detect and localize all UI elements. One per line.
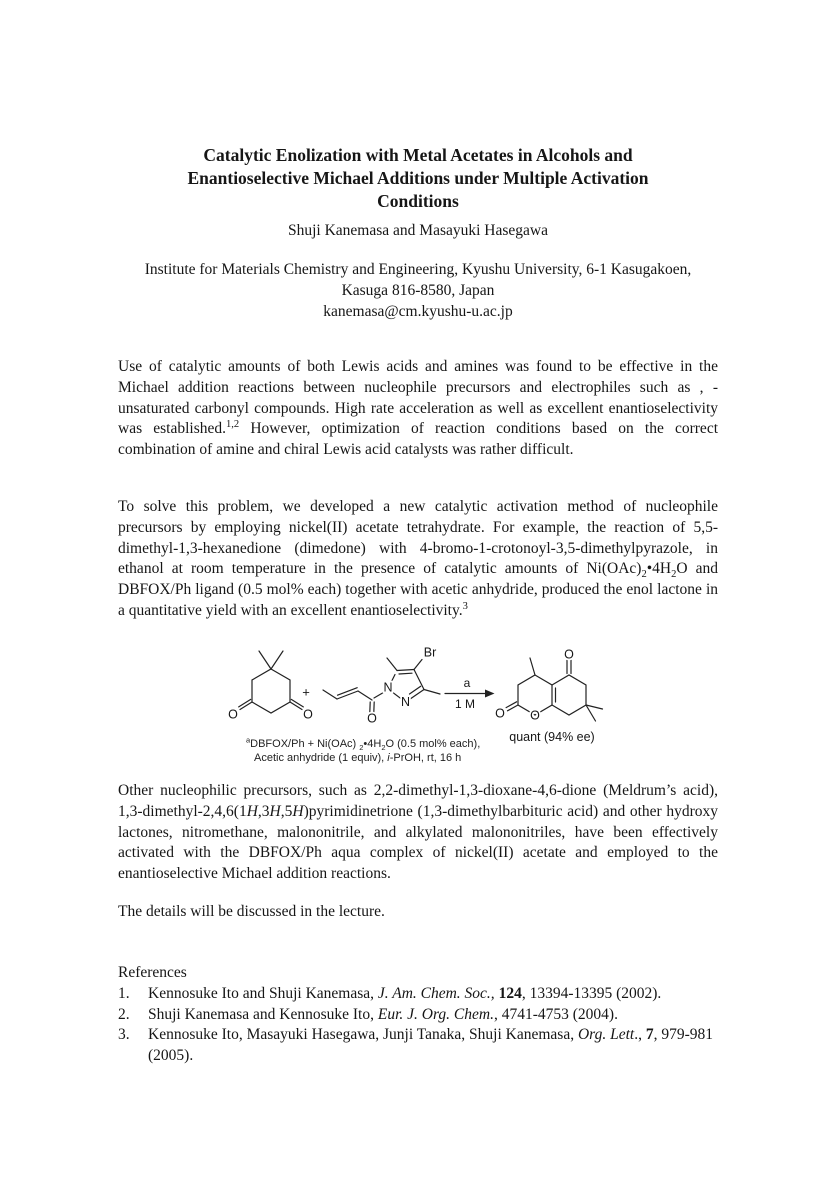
affiliation-line-2: Kasuga 816-8580, Japan: [341, 282, 495, 299]
product-structure: [506, 658, 602, 721]
affiliation: [118, 259, 718, 322]
ketone-o-label: O: [564, 647, 574, 662]
pyrazole-n1-label: N: [383, 680, 393, 695]
arrow-condition-1m: 1 M: [454, 697, 476, 711]
lactone-ring-o-label: O: [530, 708, 540, 723]
reference-number: 1.: [118, 984, 130, 1002]
reference-text: Kennosuke Ito and Shuji Kanemasa, J. Am. Chem. Soc., 124, 13394-13395 (2002).: [148, 984, 662, 1002]
references: [118, 963, 718, 1067]
email: kanemasa@cm.kyushu-u.ac.jp: [323, 303, 513, 320]
reference-1: [118, 984, 718, 1005]
paragraph-1: Use of catalytic amounts of both Lewis acids and amines was found to be effective in the Michael addition reactions between nucleophile precursors and electrophiles such as , -unsaturated carbonyl compounds. High rate acceleration as well as excellent enantioselectivity was established.$^{1,2}$ However, optimization of reaction conditions based on the correct combination of amine and chiral Lewis acid catalysts was rather difficult.: [118, 358, 718, 459]
reaction-scheme: [118, 640, 718, 780]
dimedone-structure: [239, 651, 304, 713]
bromine-label: Br: [423, 645, 437, 660]
product-yield-label: quant (94% ee): [509, 730, 595, 744]
dimedone-o-left-label: O: [228, 707, 238, 722]
reference-number: 2.: [118, 1005, 130, 1023]
reference-2: [118, 1005, 718, 1026]
arrow-condition-a: a: [463, 676, 471, 690]
reference-number: 3.: [118, 1026, 130, 1044]
closing-sentence: The details will be discussed in the lecture.: [118, 903, 385, 920]
reference-3: [118, 1025, 718, 1067]
carbonyl-o-label: O: [367, 711, 377, 726]
reference-text: Shuji Kanemasa and Kennosuke Ito, Eur. J. Org. Chem., 4741-4753 (2004).: [148, 1005, 618, 1023]
references-heading: References: [118, 964, 187, 981]
scheme-footnote: [246, 737, 480, 765]
reference-text: Kennosuke Ito, Masayuki Hasegawa, Junji Tanaka, Shuji Kanemasa, Org. Lett., 7, 979-981 (2005).: [148, 1026, 714, 1065]
paper-title: [118, 144, 718, 213]
title-line-1: Catalytic Enolization with Metal Acetates in Alcohols and: [203, 145, 633, 165]
footnote-line-1: $^a$DBFOX/Ph + Ni(OAc) $_2•4H_2O$ (0.5 mol% each),: [246, 735, 481, 753]
paragraph-2: To solve this problem, we developed a new catalytic activation method of nucleophile precursors by employing nickel(II) acetate tetrahydrate. For example, the reaction of 5,5-dimethyl-1,3-hexanedione (dimedone) with 4-bromo-1-crotonoyl-3,5-dimethylpyrazole, in ethanol at room temperature in the presence of catalytic amounts of $Ni(OAc)_2•4H_2O$ and DBFOX/Ph ligand (0.5 mol% each) together with acetic anhydride, produced the enol lactone in a quantitative yield with an excellent enantioselectivity.$^3$: [118, 498, 718, 619]
paragraph-3: Other nucleophilic precursors, such as 2,2-dimethyl-1,3-dioxane-4,6-dione (Meldrum’s acid), 1,3-dimethyl-2,4,6(1H,3H,5H)pyrimidinetrione (1,3-dimethylbarbituric acid) and other hydroxy lactones, nitromethane, malononitrile, and alkylated malononitriles, have been effectively activated with the DBFOX/Ph aqua complex of nickel(II) acetate and employed to the enantioselective Michael addition reactions.: [118, 782, 718, 883]
lactone-exo-o-label: O: [495, 706, 505, 721]
footnote-line-2: Acetic anhydride (1 equiv), i-PrOH, rt, 16 h: [254, 752, 462, 764]
pyrazole-structure: [323, 658, 440, 713]
plus-sign: +: [302, 684, 310, 700]
dimedone-o-right-label: O: [303, 707, 313, 722]
title-line-2: Enantioselective Michael Additions under Multiple Activation: [187, 168, 649, 188]
pyrazole-n2-label: N: [400, 694, 411, 709]
authors: Shuji Kanemasa and Masayuki Hasegawa: [288, 222, 548, 239]
title-line-3: Conditions: [377, 191, 459, 211]
affiliation-line-1: Institute for Materials Chemistry and Engineering, Kyushu University, 6-1 Kasugakoen,: [144, 261, 692, 278]
